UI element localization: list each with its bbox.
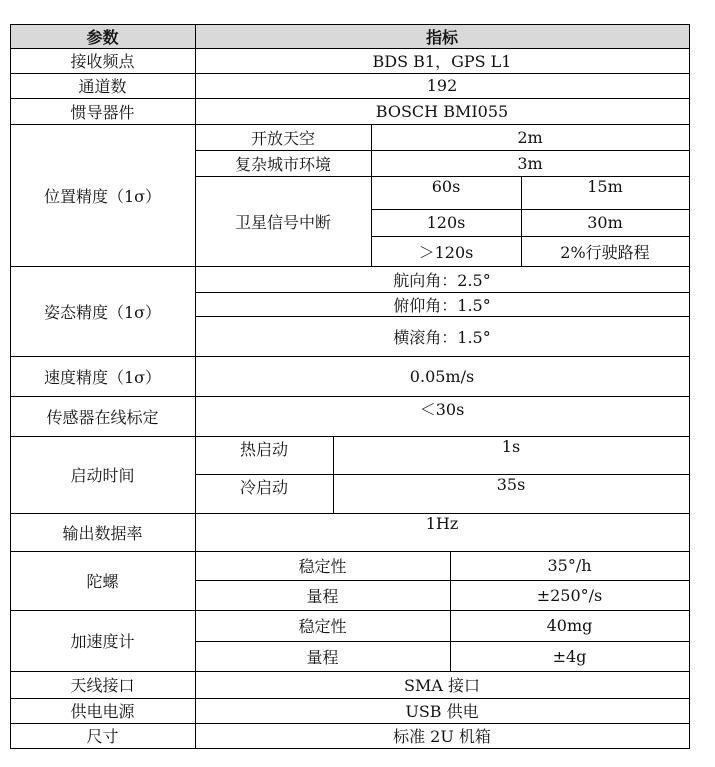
gyro-range-value: ±250°/s	[536, 585, 603, 605]
grid-line	[10, 356, 690, 357]
pos-urban-label: 复杂城市环境	[234, 154, 331, 174]
grid-line	[195, 316, 690, 317]
pos-label: 位置精度（1σ）	[43, 186, 162, 206]
header-param: 参数	[10, 24, 195, 48]
antenna-label: 天线接口	[70, 676, 135, 695]
grid-line	[10, 48, 690, 49]
antenna-value: SMA 接口	[404, 676, 480, 695]
rate-value: 1Hz	[425, 514, 459, 533]
outage-value-3: 2%行驶路程	[560, 242, 650, 262]
start-label: 启动时间	[70, 466, 135, 485]
outage-duration-3: ＞120s	[418, 242, 474, 262]
grid-line	[10, 24, 11, 749]
grid-line	[371, 124, 372, 266]
grid-line	[195, 24, 196, 749]
outage-value-1: 15m	[587, 177, 623, 196]
pos-open-sky-label: 开放天空	[250, 128, 315, 148]
accel-stability-label: 稳定性	[298, 617, 347, 636]
att-heading: 航向角：2.5°	[393, 270, 491, 290]
grid-line	[195, 176, 690, 177]
pos-open-sky-value: 2m	[517, 127, 543, 147]
grid-line	[195, 474, 690, 475]
vel-label: 速度精度（1σ）	[43, 367, 162, 387]
imu-label: 惯导器件	[70, 102, 135, 122]
grid-line	[10, 266, 690, 267]
accel-range-label: 量程	[306, 647, 339, 667]
calib-label: 传感器在线标定	[46, 407, 159, 427]
grid-line	[521, 176, 522, 266]
outage-duration-1: 60s	[431, 177, 461, 196]
rate-label: 输出数据率	[62, 523, 143, 543]
start-hot-value: 1s	[501, 437, 521, 456]
calib-value: ＜30s	[419, 400, 465, 419]
accel-label: 加速度计	[70, 632, 135, 651]
pos-urban-value: 3m	[517, 153, 543, 173]
size-value: 标准 2U 机箱	[393, 727, 491, 746]
grid-line	[10, 98, 690, 99]
start-cold-label: 冷启动	[239, 478, 288, 497]
grid-line	[10, 748, 690, 749]
grid-line	[195, 292, 690, 293]
accel-stability-value: 40mg	[546, 616, 593, 635]
chan-label: 通道数	[78, 77, 127, 96]
start-hot-label: 热启动	[239, 440, 288, 459]
grid-line	[10, 513, 690, 514]
grid-line	[10, 124, 690, 125]
freq-value: BDS B1，GPS L1	[372, 52, 512, 71]
gyro-stability-value: 35°/h	[547, 556, 592, 575]
vel-value: 0.05m/s	[409, 366, 475, 386]
grid-line	[371, 209, 690, 210]
grid-line	[333, 436, 334, 513]
grid-line	[10, 24, 690, 25]
freq-label: 接收频点	[70, 52, 135, 71]
grid-line	[10, 723, 690, 724]
grid-line	[10, 73, 690, 74]
grid-line	[195, 641, 690, 642]
grid-line	[450, 551, 451, 671]
gyro-stability-label: 稳定性	[298, 557, 347, 576]
att-label: 姿态精度（1σ）	[43, 302, 162, 322]
att-roll: 横滚角：1.5°	[393, 327, 491, 347]
power-value: USB 供电	[405, 702, 479, 721]
power-label: 供电电源	[70, 702, 135, 721]
imu-value: BOSCH BMI055	[375, 101, 509, 121]
pos-outage-label: 卫星信号中断	[234, 212, 331, 232]
grid-line	[195, 150, 690, 151]
grid-line	[689, 24, 690, 749]
header-spec: 指标	[195, 24, 689, 48]
chan-value: 192	[426, 76, 458, 95]
start-cold-value: 35s	[496, 475, 526, 494]
grid-line	[10, 396, 690, 397]
outage-value-2: 30m	[587, 213, 623, 232]
grid-line	[371, 236, 690, 237]
outage-duration-2: 120s	[426, 213, 466, 232]
att-pitch: 俯仰角：1.5°	[393, 295, 491, 315]
grid-line	[10, 436, 690, 437]
accel-range-value: ±4g	[552, 646, 587, 666]
size-label: 尺寸	[86, 727, 119, 746]
gyro-label: 陀螺	[86, 572, 119, 591]
grid-line	[10, 698, 690, 699]
grid-line	[195, 580, 690, 581]
grid-line	[10, 671, 690, 672]
grid-line	[10, 551, 690, 552]
gyro-range-label: 量程	[306, 586, 339, 606]
grid-line	[10, 610, 690, 611]
